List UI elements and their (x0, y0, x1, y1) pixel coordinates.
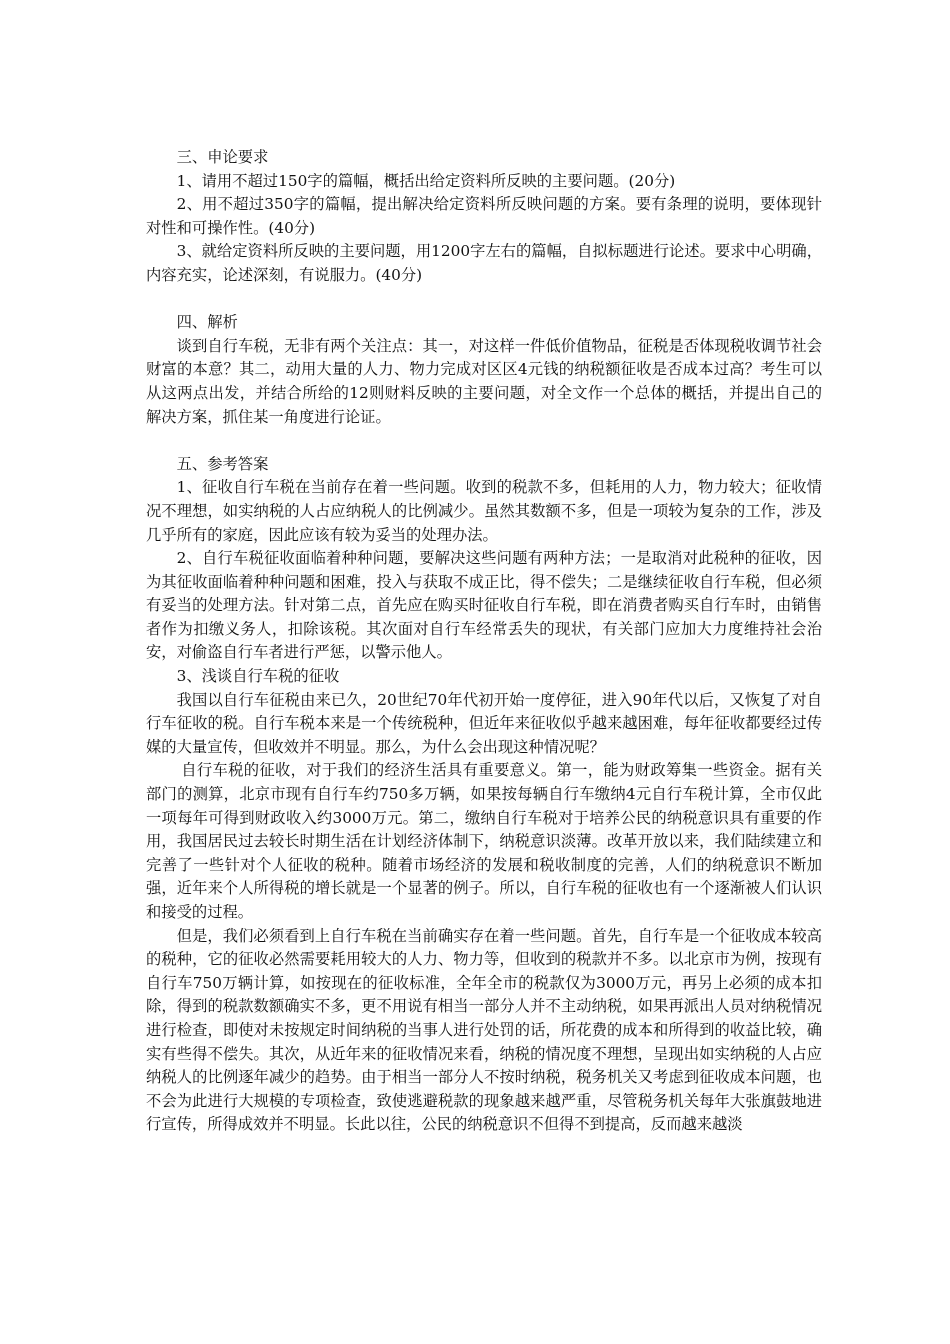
section-reference-answer (146, 453, 822, 1137)
requirement-item-3: 3、就给定资料所反映的主要问题，用1200字左右的篇幅，自拟标题进行论述。要求中心明确，内容充实，论述深刻，有说服力。(40分) (146, 242, 822, 284)
answer-paragraph-1: 1、征收自行车税在当前存在着一些问题。收到的税款不多，但耗用的人力，物力较大；征收情况不理想，如实纳税的人占应纳税人的比例减少。虽然其数额不多，但是一项较为复杂的工作，涉及几乎所有的家庭，因此应该有较为妥当的处理办法。 (146, 478, 822, 544)
essay-title: 3、浅谈自行车税的征收 (176, 667, 340, 686)
essay-paragraph-1: 我国以自行车征税由来已久，20世纪70年代初开始一度停征，进入90年代以后，又恢复了对自行车征收的税。自行车税本来是一个传统税种，但近年来征收似乎越来越困难，每年征收都要经过传媒的大量宣传，但收效并不明显。那么，为什么会出现这种情况呢？ (146, 690, 822, 756)
essay-paragraph-2: 自行车税的征收，对于我们的经济生活具有重要意义。第一，能为财政筹集一些资金。据有关部门的测算，北京市现有自行车约750多万辆，如果按每辆自行车缴纳4元自行车税计算，全市仅此一项每年可得到财政收入约3000万元。第二，缴纳自行车税对于培养公民的纳税意识具有重要的作用，我国居民过去较长时期生活在计划经济体制下，纳税意识淡薄。改革开放以来，我们陆续建立和完善了一些针对个人征收的税种。随着市场经济的发展和税收制度的完善，人们的纳税意识不断加强，近年来个人所得税的增长就是一个显著的例子。所以，自行车税的征收也有一个逐渐被人们认识和接受的过程。 (146, 761, 822, 921)
section-heading: 四、解析 (176, 313, 238, 332)
analysis-paragraph: 谈到自行车税，无非有两个关注点：其一，对这样一件低价值物品，征税是否体现税收调节社会财富的本意？其二，动用大量的人力、物力完成对区区4元钱的纳税额征收是否成本过高？考生可以从这两点出发，并结合所给的12则财料反映的主要问题，对全文作一个总体的概括，并提出自己的解决方案，抓住某一角度进行论证。 (146, 336, 822, 426)
requirement-item-2: 2、用不超过350字的篇幅，提出解决给定资料所反映问题的方案。要有条理的说明，要体现针对性和可操作性。(40分) (146, 195, 822, 237)
answer-paragraph-2: 2、自行车税征收面临着种种问题，要解决这些问题有两种方法；一是取消对此税种的征收，因为其征收面临着种种问题和困难，投入与获取不成正比，得不偿失；二是继续征收自行车税，但必须有妥当的处理方法。针对第二点，首先应在购买时征收自行车税，即在消费者购买自行车时，由销售者作为扣缴义务人，扣除该税。其次面对自行车经常丢失的现状，有关部门应加大力度维持社会治安，对偷盗自行车者进行严惩，以警示他人。 (146, 549, 822, 662)
section-heading: 三、申论要求 (176, 148, 269, 166)
section-gap (146, 288, 822, 312)
section-gap (146, 429, 822, 453)
section-requirements (146, 146, 822, 288)
section-analysis (146, 311, 822, 429)
requirement-item-1: 1、请用不超过150字的篇幅，概括出给定资料所反映的主要问题。(20分) (176, 171, 676, 190)
essay-paragraph-3: 但是，我们必须看到上自行车税在当前确实存在着一些问题。首先，自行车是一个征收成本较高的税种，它的征收必然需要耗用较大的人力、物力等，但收到的税款并不多。以北京市为例，按现有自行车750万辆计算，如按现在的征收标准，全年全市的税款仅为3000万元，再另上必须的成本扣除，得到的税款数额确实不多，更不用说有相当一部分人并不主动纳税，如果再派出人员对纳税情况进行检查，即使对未按规定时间纳税的当事人进行处罚的话，所花费的成本和所得到的收益比较，确实有些得不偿失。其次，从近年来的征收情况来看，纳税的情况度不理想，呈现出如实纳税的人占应纳税人的比例逐年减少的趋势。由于相当一部分人不按时纳税，税务机关又考虑到征收成本问题，也不会为此进行大规模的专项检查，致使逃避税款的现象越来越严重，尽管税务机关每年大张旗鼓地进行宣传，所得成效并不明显。长此以往，公民的纳税意识不但得不到提高，反而越来越淡 (146, 926, 822, 1134)
section-heading: 五、参考答案 (176, 454, 269, 473)
document-page (146, 146, 822, 1137)
